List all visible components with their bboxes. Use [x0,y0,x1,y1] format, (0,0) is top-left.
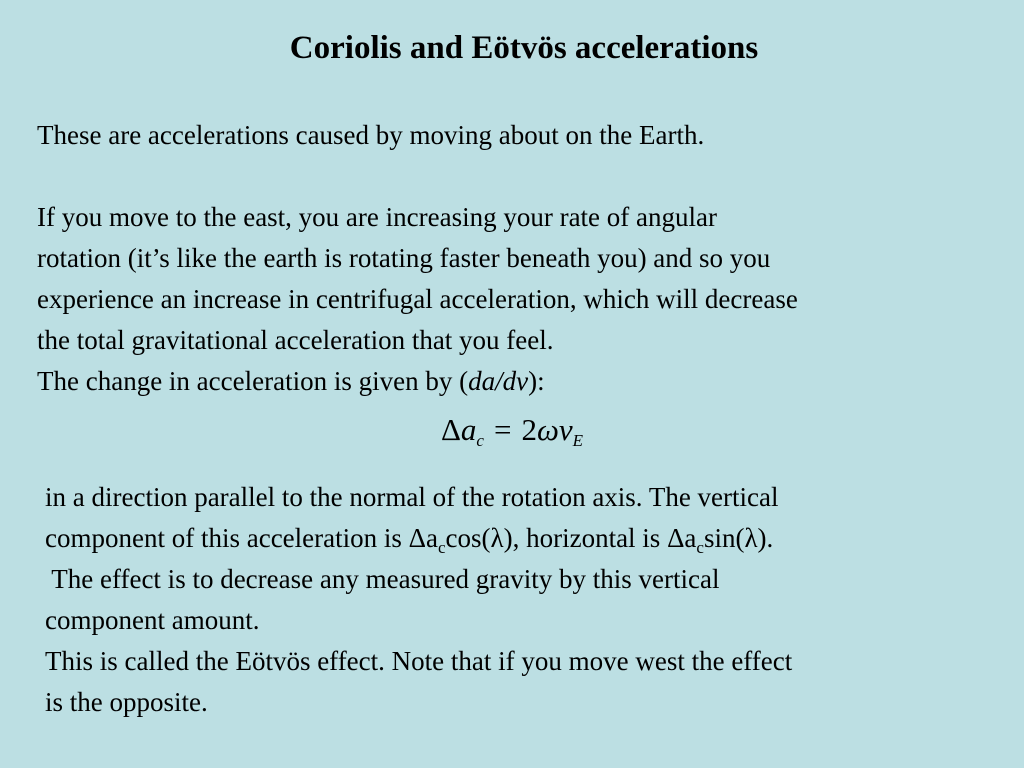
line2-sub2: c [696,538,704,557]
paragraph1-line-4: the total gravitational acceleration that you feel. [37,325,554,355]
paragraph2-line-4: component amount. [45,605,260,635]
change-line-suffix: ): [528,366,545,396]
paragraph2-line-6: is the opposite. [45,687,208,717]
paragraph1-line-2: rotation (it’s like the earth is rotating faster beneath you) and so you [37,243,771,273]
intro-text [37,115,704,156]
paragraph2-line-5: This is called the Eötvös effect. Note that if you move west the effect [45,646,793,676]
line2-part1: component of this acceleration is Δa [45,523,438,553]
change-line-prefix: The change in acceleration is given by ( [37,366,469,396]
formula-v: v [558,412,573,447]
line2-part2: cos(λ), horizontal is Δa [445,523,697,553]
formula-a-subscript: c [476,431,484,450]
paragraph2-line-1: in a direction parallel to the normal of the rotation axis. The vertical [45,482,779,512]
formula-omega: ω [536,412,559,447]
formula-equals: = [493,412,512,447]
paragraph1-line-3: experience an increase in centrifugal acceleration, which will decrease [37,284,798,314]
paragraph1-line-1: If you move to the east, you are increasing your rate of angular [37,202,717,232]
formula-v-subscript: E [572,431,583,450]
paragraph2-line-3: The effect is to decrease any measured gravity by this vertical [45,564,720,594]
paragraph-east-motion [37,197,798,402]
paragraph-eotvos-effect [45,477,792,723]
slide-title: Coriolis and Eötvös accelerations [289,30,759,66]
eotvos-formula [0,408,1024,452]
change-line-term: da/dv [468,366,529,396]
line2-sub1: c [437,538,446,557]
formula-a: a [460,412,477,447]
formula-two: 2 [521,412,537,447]
intro-line: These are accelerations caused by moving about on the Earth. [37,120,705,150]
formula-delta: Δ [440,412,461,447]
change-in-acceleration-line [37,361,798,402]
paragraph2-line-2 [45,518,792,559]
line2-part3: sin(λ). [703,523,774,553]
